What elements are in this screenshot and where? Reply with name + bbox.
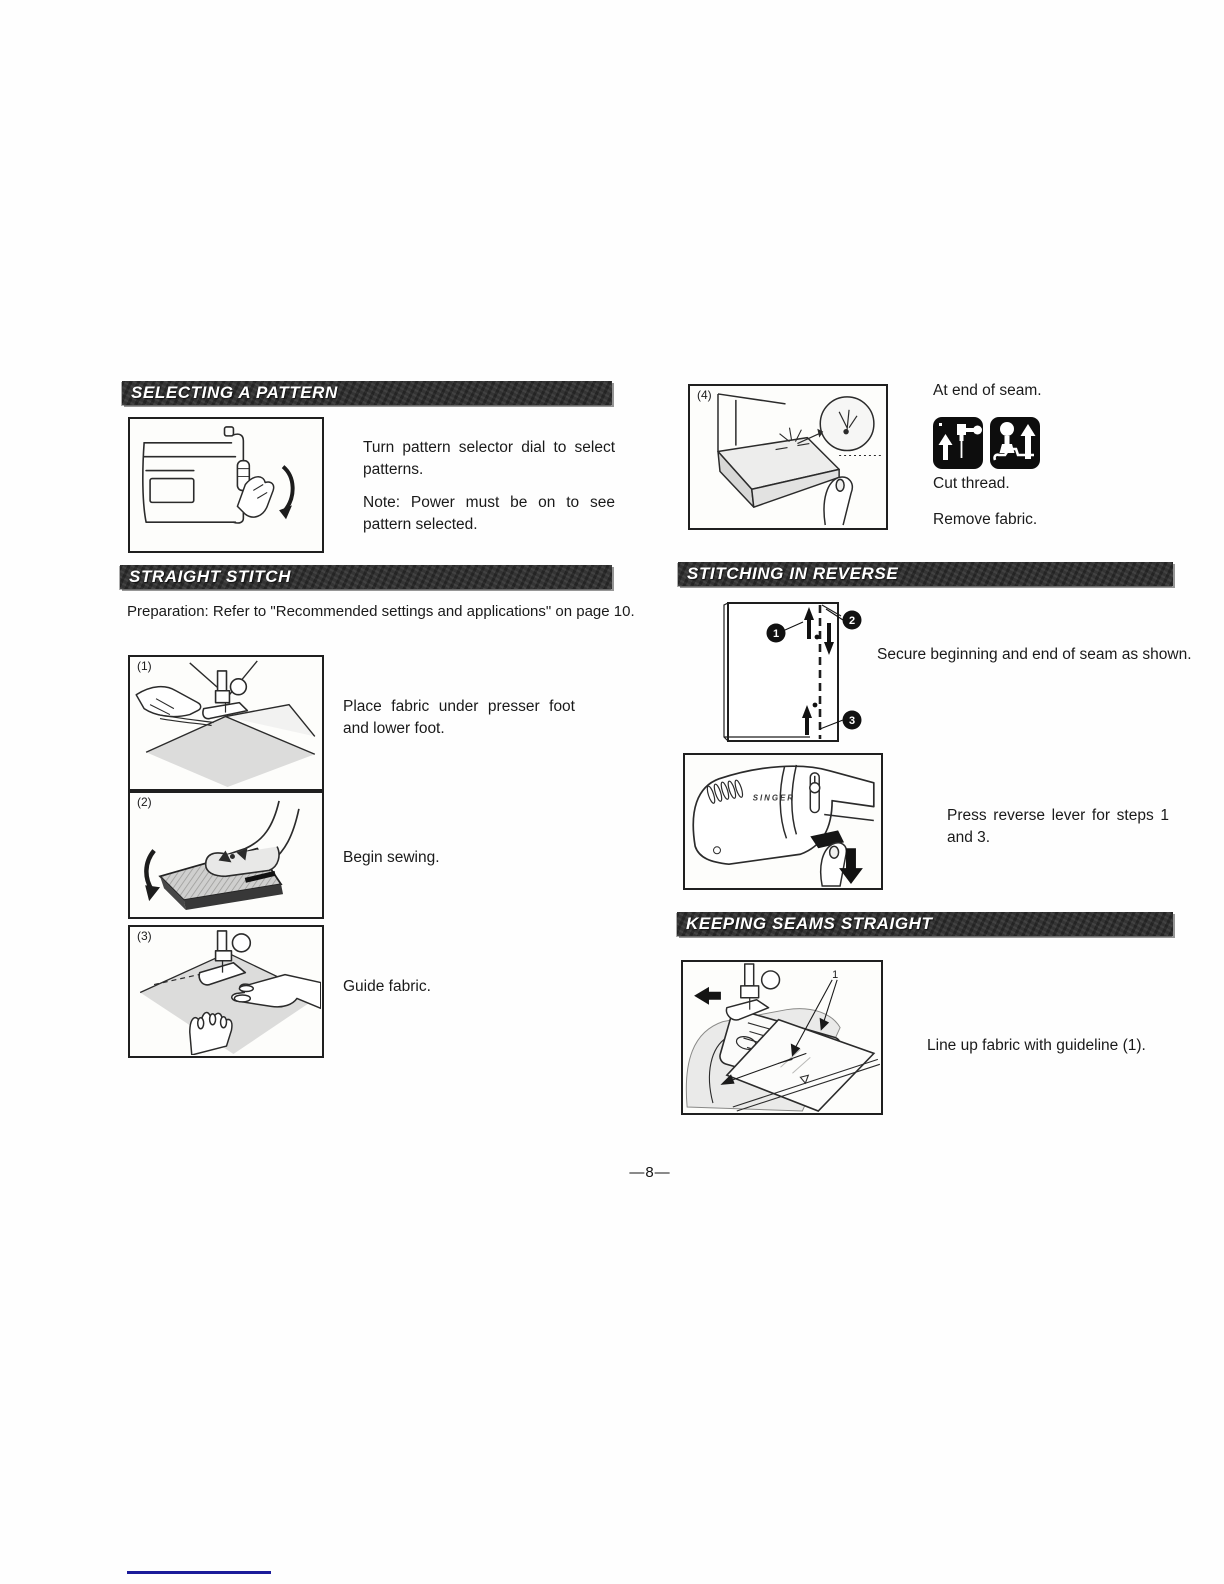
section-header-keeping-seams-straight: KEEPING SEAMS STRAIGHT — [677, 912, 1173, 936]
footer-accent-line — [127, 1571, 271, 1574]
figure-step-4 — [688, 384, 888, 530]
guideline-number-label: 1 — [832, 968, 839, 981]
figure-label-3: (3) — [137, 929, 152, 943]
caption-secure-seam: Secure beginning and end of seam as shown. — [877, 646, 1192, 663]
seam-marker-3: 3 — [848, 715, 856, 727]
caption-turn-dial: Turn pattern selector dial to select patterns. — [363, 439, 615, 478]
pattern-dial-illustration — [130, 419, 321, 550]
section-header-straight-stitch: STRAIGHT STITCH — [120, 565, 612, 589]
caption-step-2: Begin sewing. — [343, 849, 440, 866]
figure-step-3 — [128, 925, 324, 1058]
raise-needle-icon — [933, 417, 983, 469]
section-header-selecting-pattern: SELECTING A PATTERN — [122, 381, 612, 405]
guide-fabric-illustration — [130, 927, 321, 1055]
caption-power-note: Note: Power must be on to see pattern selected. — [363, 494, 615, 533]
singer-logo: SINGER — [752, 793, 796, 803]
figure-label-1: (1) — [137, 659, 152, 673]
figure-label-4: (4) — [697, 388, 712, 402]
preparation-note: Preparation: Refer to "Recommended settings and applications" on page 10. — [127, 603, 635, 620]
foot-pedal-illustration — [130, 793, 321, 916]
figure-keeping-seams — [681, 960, 883, 1115]
caption-line-up-guideline: Line up fabric with guideline (1). — [927, 1037, 1146, 1054]
figure-reverse-lever — [683, 753, 883, 890]
guideline-illustration — [683, 962, 880, 1112]
figure-step-1 — [128, 655, 324, 791]
raise-presser-foot-icon — [990, 417, 1040, 469]
section-header-stitching-in-reverse: STITCHING IN REVERSE — [678, 562, 1173, 586]
figure-selecting-pattern — [128, 417, 324, 553]
seam-marker-2: 2 — [848, 615, 856, 627]
caption-step-3: Guide fabric. — [343, 978, 431, 995]
place-fabric-illustration — [130, 657, 321, 788]
caption-step-1: Place fabric under presser foot and lower foot. — [343, 698, 575, 737]
cut-thread-illustration — [690, 386, 885, 527]
reverse-lever-illustration — [685, 755, 880, 887]
figure-step-2 — [128, 791, 324, 919]
page-number: —8— — [629, 1164, 671, 1181]
reverse-seam-diagram — [714, 593, 870, 749]
caption-press-reverse-lever: Press reverse lever for steps 1 and 3. — [947, 807, 1169, 846]
seam-marker-1: 1 — [772, 628, 780, 640]
caption-remove-fabric: Remove fabric. — [933, 511, 1038, 528]
figure-label-2: (2) — [137, 795, 152, 809]
caption-cut-thread: Cut thread. — [933, 475, 1010, 492]
caption-at-end-of-seam: At end of seam. — [933, 382, 1042, 399]
